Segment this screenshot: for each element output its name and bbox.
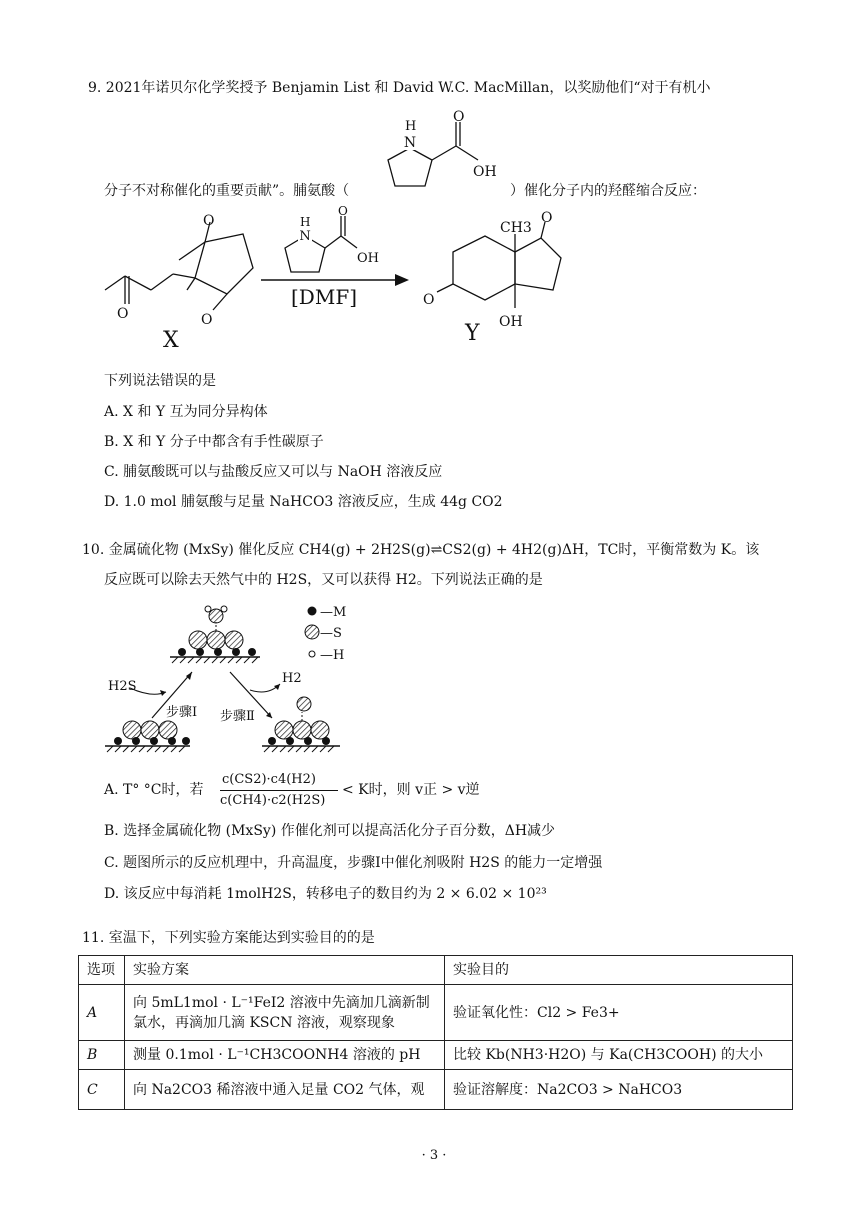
table-cell-goal: 验证氧化性：Cl2 > Fe3+ [445, 985, 793, 1041]
q10-option-b: B. 选择金属硫化物 (MxSy) 作催化剂可以提高活化分子百分数，ΔH减少 [104, 823, 556, 839]
svg-text:OH: OH [499, 314, 523, 330]
ch3-label: CH3 [500, 220, 532, 236]
table-cell-goal: 比较 Kb(NH3·H2O) 与 Ka(CH3COOH) 的大小 [445, 1041, 793, 1070]
table-row [79, 985, 793, 1041]
fraction-bar [220, 790, 338, 791]
svg-text:O: O [423, 292, 435, 308]
svg-text:OH: OH [357, 251, 379, 266]
table-cell-option: A [79, 985, 125, 1041]
proline-oh: OH [473, 164, 497, 180]
svg-text:O: O [117, 306, 129, 322]
step1-label: 步骤Ⅰ [166, 705, 198, 720]
table-header: 实验方案 [125, 956, 445, 985]
step2-label: 步骤Ⅱ [220, 709, 255, 724]
q9-option-a: A. X 和 Y 互为同分异构体 [104, 404, 268, 420]
table-header-row [79, 956, 793, 985]
q10-line2: 反应既可以除去天然气中的 H2S，又可以获得 H2。下列说法正确的是 [104, 572, 543, 588]
table-cell-goal: 验证溶解度：Na2CO3 > NaHCO3 [445, 1070, 793, 1110]
q10-option-d: D. 该反应中每消耗 1molH2S，转移电子的数目约为 2 × 6.02 × 10²³ [104, 886, 547, 902]
q10-option-a-numerator: c(CS2)·c4(H2) [222, 772, 316, 787]
table-cell-plan: 测量 0.1mol · L⁻¹CH3COONH4 溶液的 pH [125, 1041, 445, 1070]
proline-o: O [453, 109, 465, 125]
q9-line2-pre: 分子不对称催化的重要贡献”。脯氨酸（ [104, 183, 350, 199]
q9-stem: 下列说法错误的是 [104, 373, 216, 389]
table-row [79, 1070, 793, 1110]
page-number: · 3 · [421, 1148, 447, 1163]
q9-option-b: B. X 和 Y 分子中都含有手性碳原子 [104, 434, 324, 450]
svg-text:O: O [201, 312, 213, 328]
q10-option-c: C. 题图所示的反应机理中，升高温度，步骤Ⅰ中催化剂吸附 H2S 的能力一定增强 [104, 855, 603, 871]
q10-option-a-denominator: c(CH4)·c2(H2S) [220, 793, 326, 808]
h2-label: H2 [282, 671, 302, 686]
q11-stem: 11. 室温下，下列实验方案能达到实验目的的是 [82, 930, 375, 946]
q10-line1: 10. 金属硫化物 (MxSy) 催化反应 CH4(g) + 2H2S(g)⇌CS2(g) + 4H2(g)ΔH，TC时，平衡常数为 K。该 [82, 542, 760, 558]
proline-h: H [405, 119, 417, 134]
catalyst-mechanism-diagram [100, 600, 370, 760]
svg-text:O: O [203, 213, 215, 229]
svg-text:—M: —M [320, 605, 347, 620]
proline-structure-inline [370, 110, 510, 195]
svg-text:O: O [541, 210, 553, 226]
q10-option-a-pre: A. T° °C时，若 [104, 782, 204, 798]
svg-text:—S: —S [320, 626, 342, 641]
proline-n: N [403, 135, 417, 151]
table-header: 选项 [79, 956, 125, 985]
h2s-label: H2S [108, 679, 137, 694]
table-row [79, 1041, 793, 1070]
x-label: X [163, 328, 179, 353]
svg-text:O: O [338, 204, 348, 218]
y-label: Y [465, 321, 480, 346]
q9-option-c: C. 脯氨酸既可以与盐酸反应又可以与 NaOH 溶液反应 [104, 464, 443, 480]
dmf-label: [DMF] [291, 285, 357, 309]
table-header: 实验目的 [445, 956, 793, 985]
q9-option-d: D. 1.0 mol 脯氨酸与足量 NaHCO3 溶液反应，生成 44g CO2 [104, 494, 503, 510]
svg-text:H: H [300, 215, 311, 229]
svg-text:N: N [299, 229, 311, 244]
q10-option-a-post: < K时，则 v正 > v逆 [342, 782, 480, 798]
table-cell-option: B [79, 1041, 125, 1070]
table-cell-option: C [79, 1070, 125, 1110]
experiment-table [78, 955, 793, 1110]
q9-line2-post: ）催化分子内的羟醛缩合反应： [510, 183, 706, 199]
svg-text:—H: —H [320, 648, 345, 663]
table-cell-plan: 向 Na2CO3 稀溶液中通入足量 CO2 气体，观 [125, 1070, 445, 1110]
table-cell-plan: 向 5mL1mol · L⁻¹FeI2 溶液中先滴加几滴新制氯水，再滴加几滴 KSCN 溶液，观察现象 [125, 985, 445, 1041]
q9-line1: 9. 2021年诺贝尔化学奖授予 Benjamin List 和 David W.C. MacMillan，以奖励他们“对于有机小 [88, 80, 711, 96]
reaction-scheme [95, 204, 575, 357]
